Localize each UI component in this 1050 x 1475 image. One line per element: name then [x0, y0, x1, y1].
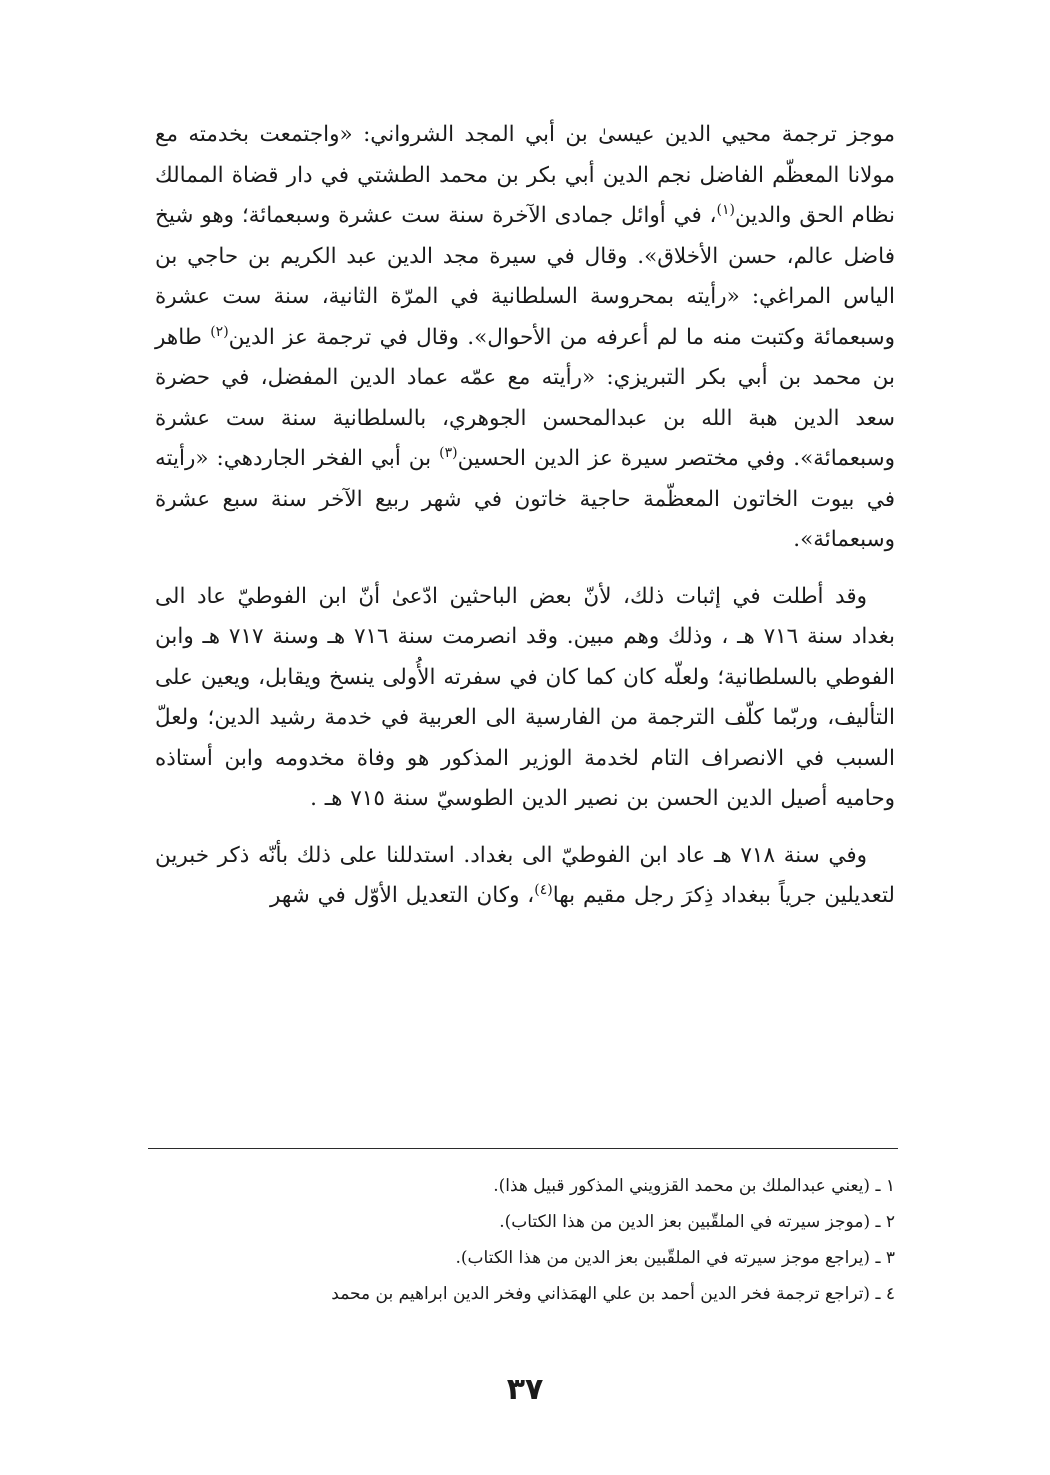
footnote-ref-1: (١) [716, 201, 735, 218]
paragraph-1 [155, 115, 895, 561]
footnote-ref-4: (٤) [534, 881, 553, 898]
footnote-1: ١ ـ (يعني عبدالملك بن محمد القزويني المذكور قبيل هذا). [493, 1176, 895, 1196]
footnote-3: ٣ ـ (يراجع موجز سيرته في الملقّبين بعز الدين من هذا الكتاب). [455, 1248, 895, 1268]
paragraph-1-part-2: ، في أوائل جمادى الآخرة سنة ست عشرة وسبعمائة؛ وهو شيخ فاضل عالم، حسن الأخلاق». وقال في سيرة مجد الدين عبد الكريم بن حاجي بن الياس المراغي: «رأيته بمحروسة السلطانية في المرّة الثانية، سنة ست عشرة وسبعمائة وكتبت منه ما لم أعرفه من الأحوال». وقال في ترجمة عز الدين [155, 203, 895, 350]
paragraph-3 [155, 836, 895, 917]
footnote-divider [148, 1148, 898, 1149]
footnotes-list [155, 1168, 895, 1312]
paragraph-1-part-3: طاهر بن محمد بن أبي بكر التبريزي: «رأيته مع عمّه عماد الدين المفضل، في حضرة سعد الدين هبة الله بن عبدالمحسن الجوهري، بالسلطانية سنة ست عشرة وسبعمائة». وفي مختصر سيرة عز الدين الحسين [155, 324, 895, 471]
paragraph-1-part-4: بن أبي الفخر الجاردهي: «رأيته في بيوت الخاتون المعظّمة حاجية خاتون في شهر ربيع الآخر سنة سبع عشرة وسبعمائة». [155, 446, 895, 552]
footnote-4: ٤ ـ (تراجع ترجمة فخر الدين أحمد بن علي الهمَذاني وفخر الدين ابراهيم بن محمد [331, 1284, 895, 1304]
paragraph-3-part-1: وفي سنة ٧١٨ هـ عاد ابن الفوطيّ الى بغداد. استدللنا على ذلك بأنّه ذكر خبرين لتعديلين جرياً ببغداد ذِكرَ رجل مقيم بها [155, 842, 895, 908]
footnote-ref-3: (٣) [439, 444, 458, 461]
paragraph-2: وقد أطلت في إثبات ذلك، لأنّ بعض الباحثين ادّعىٰ أنّ ابن الفوطيّ عاد الى بغداد سنة ٧١٦ هـ ، وذلك وهم مبين. وقد انصرمت سنة ٧١٦ هـ وسنة ٧١٧ هـ وابن الفوطي بالسلطانية؛ ولعلّه كان كما كان في سفرته الأُولى ينسخ ويقابل، ويعين على التأليف، وربّما كلّف الترجمة من الفارسية الى العربية في خدمة رشيد الدين؛ ولعلّ السبب في الانصراف التام لخدمة الوزير المذكور هو وفاة مخدومه وابن أستاذه وحاميه أصيل الدين الحسن بن نصير الدين الطوسيّ سنة ٧١٥ هـ . [155, 583, 895, 811]
paragraph-3-part-2: ، وكان التعديل الأوّل في شهر [270, 883, 535, 908]
page-number: ٣٧ [506, 1372, 544, 1407]
footnote-2: ٢ ـ (موجز سيرته في الملقّبين بعز الدين من هذا الكتاب). [499, 1212, 895, 1232]
main-text [155, 115, 895, 933]
paragraph-1-part-1: موجز ترجمة محيي الدين عيسىٰ بن أبي المجد الشرواني: «واجتمعت بخدمته مع مولانا المعظّم الفاضل نجم الدين أبي بكر بن محمد الطشتي في دار قضاة الممالك نظام الحق والدين [155, 122, 895, 228]
footnote-ref-2: (٢) [210, 323, 229, 340]
